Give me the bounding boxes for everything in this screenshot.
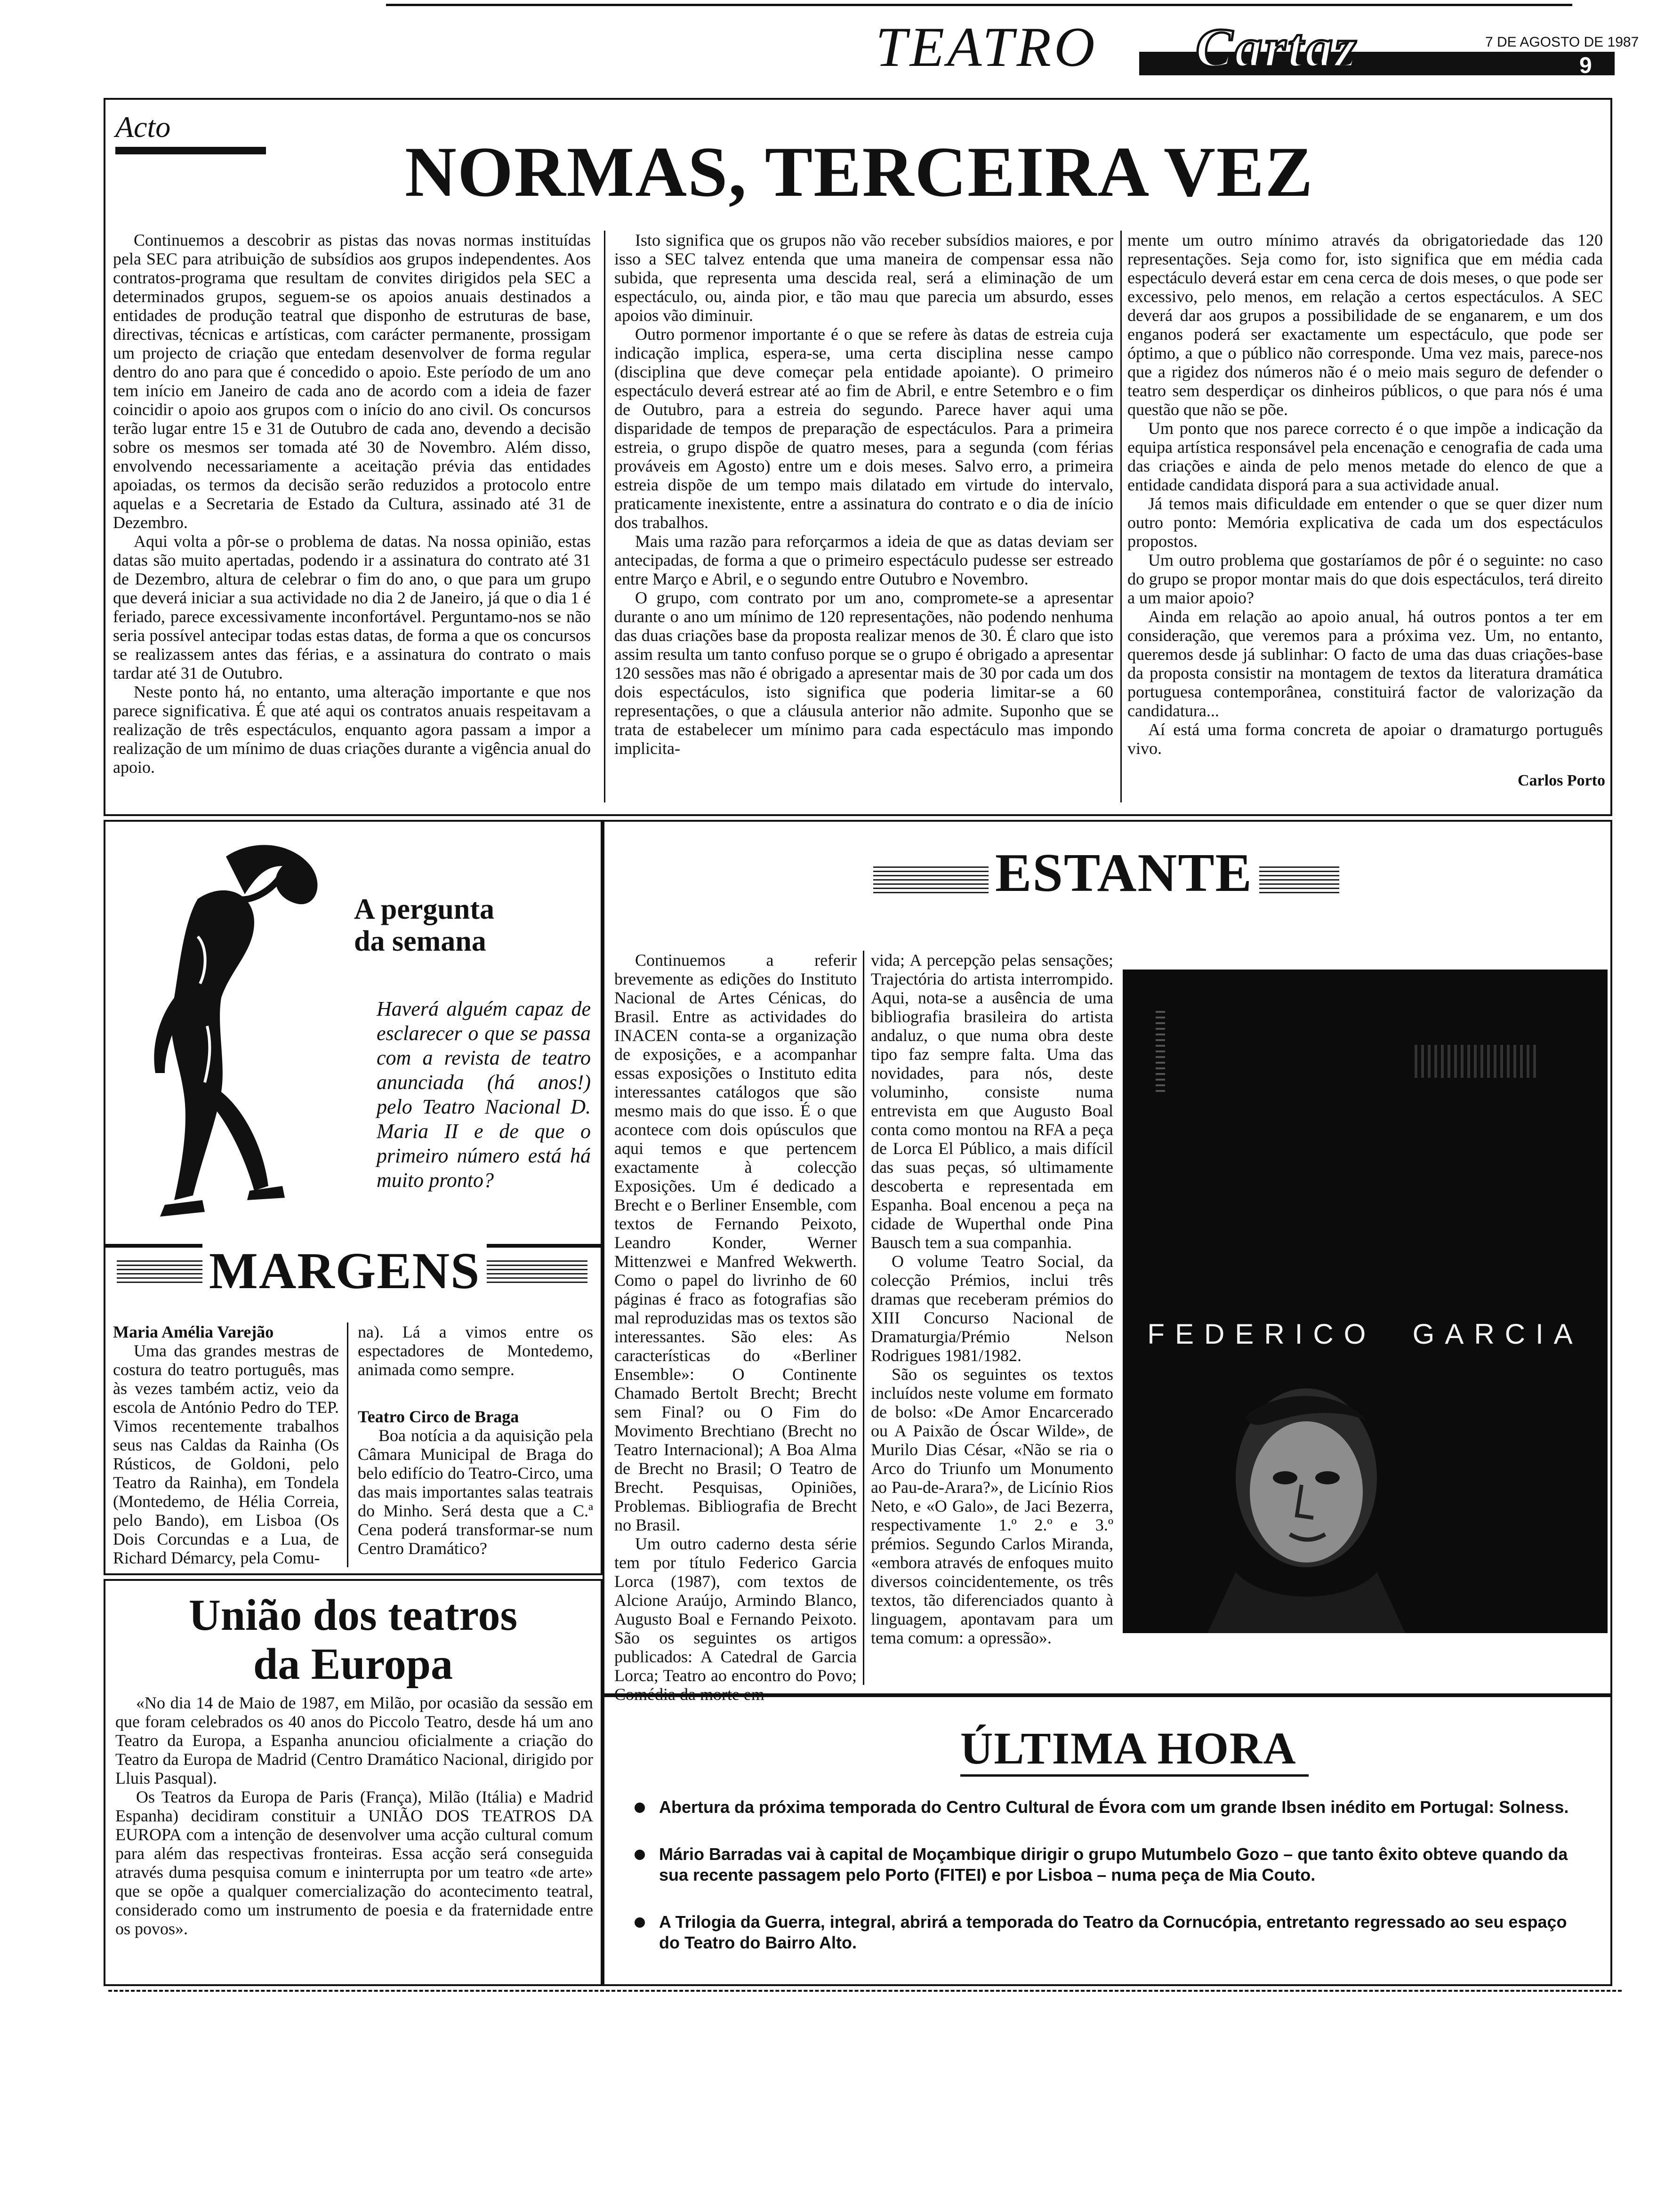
paragraph: Ainda em relação ao apoio anual, há outros pontos a ter em consideração, que veremos para a próxima vez. Um, no entanto, queremos desde já sublinhar: O facto de uma das duas criações-base da proposta consistir na montagem de textos da literatura dramática portuguesa contemporânea, constituirá factor de valorização da candidatura... (1127, 607, 1603, 720)
column-rule (604, 231, 605, 802)
column-rule (1120, 231, 1122, 802)
ultima-hora-heading: ÚLTIMA HORA (960, 1723, 1297, 1773)
estante-column-2 (871, 951, 1113, 1647)
margens-column-1 (113, 1322, 339, 1567)
paragraph: mente um outro mínimo através da obrigatoriedade das 120 representações. Seja como for, isto significa que em média cada espectáculo deverá estar em cena cerca de dois meses, o que pode ser excessivo, pelo menos, em relação a certos espectáculos. A SEC deverá dar aos grupos a possibilidade de se enganarem, e um dos enganos poderá ser exactamente um espectáculo, que pode ser óptimo, a que o público não corresponde. Uma vez mais, parece-nos que a rigidez dos números não é o meio mais seguro de defender o teatro sem desperdiçar os dinheiros públicos, o que para nós é uma questão que não se põe. (1127, 231, 1603, 419)
estante-column-1 (614, 951, 857, 1704)
column-rule (347, 1322, 348, 1567)
lead-title: NORMAS, TERCEIRA VEZ (405, 132, 1314, 211)
section-title: TEATRO (876, 16, 1098, 78)
lead-column-3 (1127, 231, 1603, 758)
list-item: Abertura da próxima temporada do Centro Cultural de Évora com um grande Ibsen inédito em Portugal: Solness. (631, 1797, 1591, 1818)
margens-byline: Maria Amélia Varejão (113, 1322, 274, 1341)
uniao-title-line: União dos teatros (188, 1591, 518, 1640)
page-number: 9 (1579, 53, 1592, 78)
estante-heading: ESTANTE (989, 842, 1259, 904)
uniao-title-line: da Europa (253, 1640, 453, 1689)
figure-illustration (113, 828, 348, 1242)
paragraph: «No dia 14 de Maio de 1987, em Milão, por ocasião da sessão em que foram celebrados os 40 anos do Piccolo Teatro, desde há um ano Teatro da Europa, a Espanha anunciou oficialmente a criação do Teatro da Europa de Madrid (Centro Dramático Nacional, dirigido por Lluis Pasqual). (115, 1693, 593, 1787)
lead-column-2 (614, 231, 1113, 758)
paragraph: Uma das grandes mestras de costura do teatro português, mas às vezes também actiz, veio da escola de António Pedro do TEP. Vimos recentemente trabalhos seus nas Caldas da Rainha (Os Rústicos, de Goldoni, pelo Teatro da Rainha), em Tondela (Montedemo, de Hélia Correia, pelo Bando), em Lisboa (Os Dois Corcundas e a Lua, de Richard Démarcy, pela Comu- (113, 1341, 339, 1567)
margens-subheading: Teatro Circo de Braga (358, 1407, 519, 1426)
margens-column-2 (358, 1322, 593, 1558)
paragraph: Continuemos a referir brevemente as edições do Instituto Nacional de Artes Cénicas, do Brasil. Entre as actividades do INACEN conta-se a organização de exposições, e a acompanhar essas exposições o Instituto edita interessantes catálogos que são mesmo mais do que isso. É o que acontece com dois opúsculos que aqui temos e que pertencem exactamente à colecção Exposições. Um é dedicado a Brecht e o Berliner Ensemble, com textos de Fernando Peixoto, Leandro Konder, Werner Mittenzwei e Manfred Wekwerth. Como o papel do livrinho de 60 páginas é fraco as fotografias são mal reproduzidas mas os textos são interessantes. São eles: As características do «Berliner Ensemble»: O Continente Chamado Bertolt Brecht; Brecht sem Final? ou O Fim do Movimento Brechtiano (Brecht no Teatro Internacional); A Boa Alma de Brecht no Brasil; O Teatro de Brecht. Pesquisas, Opiniões, Problemas. Bibliografia de Brecht no Brasil. (614, 951, 857, 1534)
paragraph: Continuemos a descobrir as pistas das novas normas instituídas pela SEC para atribuição de subsídios aos grupos independentes. Aos contratos-programa que resultam de convites dirigidos pela SEC a determinados grupos, seguem-se os apoios anuais destinados a entidades de produção teatral que disponho de estruturas de base, directivas, técnicas e artísticas, com carácter permanente, prossigam um projecto de criação que entedam desenvolver de forma regular dentro do ano para que é concedido o apoio. Este período de um ano tem início em Janeiro de cada ano de acordo com a ideia de fazer coincidir o apoio aos grupos com o início do ano civil. Os concursos terão lugar entre 15 e 31 de Outubro de cada ano, devendo a decisão sobre os mesmos ser tomada até 30 de Novembro. Além disso, envolvendo necessariamente a aceitação prévia das entidades apoiadas, os termos da decisão serão reduzidos a protocolo entre aquelas e a Secretaria de Estado da Cultura, assinado até 31 de Dezembro. (113, 231, 591, 532)
author-byline: Carlos Porto (1517, 772, 1605, 789)
kicker-rule (115, 147, 266, 154)
question-title-line: A pergunta (354, 893, 494, 925)
top-rule (386, 4, 1572, 6)
paragraph: Outro pormenor importante é o que se refere às datas de estreia cuja indicação implica, espera-se, uma certa disciplina nesse campo (disciplina que deve começar pela entidade apoiante). O primeiro espectáculo deverá estrear até ao fim de Abril, e entre Setembro e o fim de Outubro, para a estreia do segundo. Parece haver aqui uma disparidade de tempos de preparação de espectáculos. Para a primeira estreia, o grupo dispõe de quatro meses, para a segunda (com férias prováveis em Agosto) entre um e dois meses. Salvo erro, a primeira estreia dispõe de um tempo mais dilatado em virtude do intervalo, praticamente inexistente, entre a assinatura do contrato e o dia de início dos trabalhos. (614, 325, 1113, 532)
uniao-body (115, 1693, 593, 1938)
cover-texture (1156, 1007, 1165, 1092)
kicker: Acto (115, 110, 171, 144)
paragraph: Os Teatros da Europa de Paris (França), Milão (Itália) e Madrid Espanha) decidiram constituir a UNIÃO DOS TEATROS DA EUROPA com a intenção de desenvolver uma acção cultural comum para além das respectivas fronteiras. Essa acção será conseguida através duma pesquisa comum e ininterrupta por um teatro «de arte» que se opõe a qualquer comercialização do acontecimento teatral, considerado como um instrumento de poesia e da fraternidade entre os povos». (115, 1787, 593, 1938)
lead-column-1 (113, 231, 591, 777)
list-item: Mário Barradas vai à capital de Moçambique dirigir o grupo Mutumbelo Gozo – que tanto êxito obteve quando da sua recente passagem pelo Porto (FITEI) e por Lisboa – numa peça de Mia Couto. (631, 1844, 1591, 1885)
question-body: Haverá alguém capaz de esclarecer o que se passa com a revista de teatro anunciada (há anos!) pelo Teatro Nacional D. Maria II e de que o primeiro número está há muito pronto? (377, 997, 591, 1192)
paragraph: São os seguintes os textos incluídos neste volume em formato de bolso: «De Amor Encarcerado ou A Paixão de Óscar Wilde», de Murilo Dias César, «Não se ria o Arco do Triunfo um Monumento ao Pau-de-Arara?», de Licínio Rios Neto, e «O Galo», de Jaci Bezerra, respectivamente 1.º 2.º e 3.º prémios. Segundo Carlos Miranda, «embora através de enfoques muito diversos coincidentemente, os três textos, tão diferenciados quanto à linguagem, apontavam para um tema comum: a opressão». (871, 1365, 1113, 1647)
column-rule (863, 951, 864, 1685)
paragraph: Um outro problema que gostaríamos de pôr é o seguinte: no caso do grupo se propor montar mais do que dois espectáculos, terá direito a um maior apoio? (1127, 551, 1603, 607)
paragraph: O volume Teatro Social, da colecção Prémios, inclui três dramas que receberam prémios do XIII Concurso Nacional de Dramaturgia/Prémio Nelson Rodrigues 1981/1982. (871, 1252, 1113, 1365)
paragraph: na). Lá a vimos entre os espectadores de Montedemo, animada como sempre. (358, 1322, 593, 1379)
book-cover-image (1123, 970, 1608, 1633)
cover-title: FEDERICO GARCIA (1147, 1318, 1583, 1350)
paragraph: Aqui volta a pôr-se o problema de datas. Na nossa opinião, estas datas são muito apertadas, podendo ir a assinatura do contrato até 31 de Dezembro, altura de celebrar o fim do ano, o que para um grupo que deverá iniciar a sua actividade no dia 2 de Janeiro, já que o dia 1 é feriado, parece excessivamente inconfortável. Perguntamo-nos se não seria possível antecipar todas estas datas, de forma a que os concursos se realizassem antes das férias, e a assinatura do contrato o mais tardar até 31 de Outubro. (113, 532, 591, 682)
paragraph: Mais uma razão para reforçarmos a ideia de que as datas deviam ser antecipadas, de forma a que o primeiro espectáculo pudesse ser estreado entre Março e Abril, e o segundo entre Outubro e Novembro. (614, 532, 1113, 588)
paragraph: Já temos mais dificuldade em entender o que se quer dizer num outro ponto: Memória explicativa de cada um dos espectáculos propostos. (1127, 494, 1603, 551)
page-bottom-rule (108, 1990, 1622, 1992)
paragraph: Um ponto que nos parece correcto é o que impõe a indicação da equipa artística responsável pela encenação e cenografia de cada uma das criações e ainda de pelo menos metade do elenco de que a entidade candidata disporá para a sua actividade anual. (1127, 419, 1603, 494)
paragraph: Um outro caderno desta série tem por título Federico Garcia Lorca (1987), com textos de Alcione Araújo, Armindo Blanco, Augusto Boal e Fernando Peixoto. São os seguintes os artigos publicados: A Catedral de Garcia Lorca; Teatro ao encontro do Povo; Comédia da morte em (614, 1534, 857, 1704)
ultima-hora-list (631, 1797, 1591, 1980)
cover-texture (1415, 1045, 1537, 1078)
paragraph: vida; A percepção pelas sensações; Trajectória do artista interrompido. Aqui, nota-se a ausência de uma bibliografia brasileira do artista andaluz, o que numa obra deste tipo faz sempre falta. Uma das novidades, para nós, deste voluminho, consiste numa entrevista em que Augusto Boal conta como montou na RFA a peça de Lorca El Público, a mais difícil das suas peças, só ultimamente descoberta e representada em Espanha. Boal encenou a peça na cidade de Wuperthal onde Pina Bausch tem a sua companhia. (871, 951, 1113, 1252)
portrait-photo (1207, 1384, 1405, 1633)
paragraph: Isto significa que os grupos não vão receber subsídios maiores, e por isso a SEC talvez entenda que uma maneira de compensar essa não subida, que representa uma descida real, será a eliminação de um espectáculo, ou, ainda pior, e tão mau que parecia um absurdo, esses apoios vão diminuir. (614, 231, 1113, 325)
issue-date: 7 DE AGOSTO DE 1987 (1485, 34, 1639, 50)
question-title-line: da semana (354, 925, 486, 957)
question-title (354, 893, 494, 957)
paragraph: Neste ponto há, no entanto, uma alteração importante e que nos parece significativa. É que até aqui os contratos anuais respeitavam a realização de três espectáculos, enquanto agora passam a impor a realização de um mínimo de duas criações durante a vigência anual do apoio. (113, 682, 591, 777)
paragraph: Aí está uma forma concreta de apoiar o dramaturgo português vivo. (1127, 720, 1603, 758)
paragraph: Boa notícia a da aquisição pela Câmara Municipal de Braga do belo edifício do Teatro-Circo, uma das mais importantes salas teatrais do Minho. Será desta que a C.ª Cena poderá transformar-se num Centro Dramático? (358, 1426, 593, 1558)
uniao-title (113, 1591, 593, 1689)
masthead-logo: Cartaz (1196, 17, 1359, 79)
heading-rule (960, 1774, 1309, 1777)
list-item: A Trilogia da Guerra, integral, abrirá a temporada do Teatro da Cornucópia, entretanto regressado ao seu espaço do Teatro do Bairro Alto. (631, 1912, 1591, 1953)
paragraph: O grupo, com contrato por um ano, compromete-se a apresentar durante o ano um mínimo de 120 representações, não podendo nenhuma das duas criações base da proposta realizar menos de 30. É claro que isto assim resulta um tanto confuso porque se o grupo é obrigado a apresentar 120 sessões mas não é obrigado a apresentar mais de 30 por cada um dos dois espectáculos, isto significa que poderia limitar-se a 60 representações, o que a cláusula anterior não admite. Suponho que se trata de estabelecer um mínimo para cada espectáculo mas impondo implicita- (614, 588, 1113, 758)
margens-heading: MARGENS (202, 1242, 487, 1299)
